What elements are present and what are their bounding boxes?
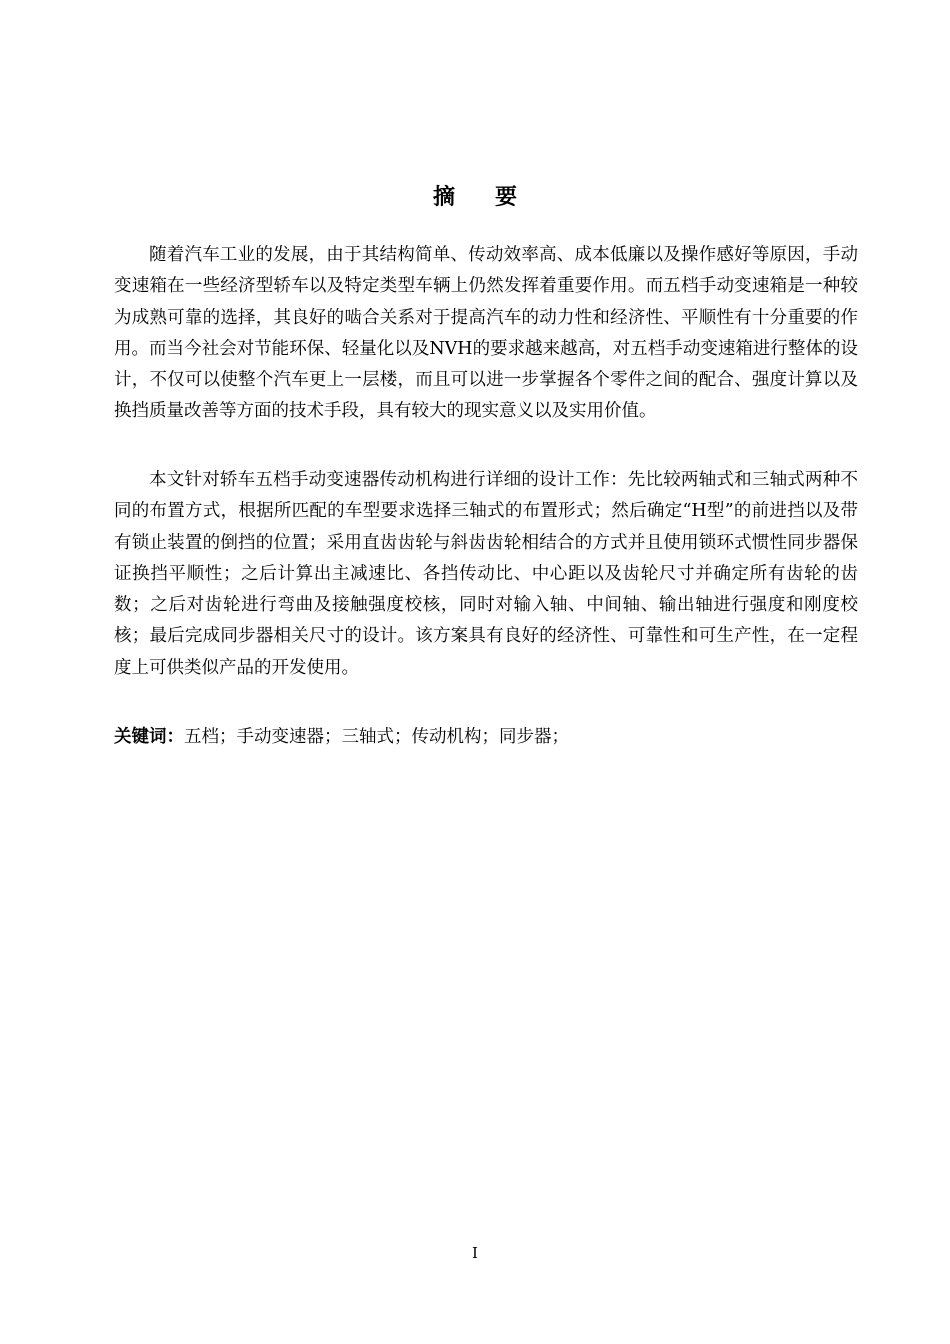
keywords-list: 五档；手动变速器；三轴式；传动机构；同步器；	[184, 727, 569, 747]
page-number: I	[472, 1244, 478, 1262]
paragraph-text: 随着汽车工业的发展，由于其结构简单、传动效率高、成本低廉以及操作感好等原因，手动变速箱在一些经济型轿车以及特定类型车辆上仍然发挥着重要作用。而五档手动变速箱是一种较为成熟可靠的选择，其良好的啮合关系对于提高汽车的动力性和经济性、平顺性有十分重要的作用。而当今社会对节能环保、轻量化以及NVH的要求越来越高，对五档手动变速箱进行整体的设计，不仅可以使整个汽车更上一层楼，而且可以进一步掌握各个零件之间的配合、强度计算以及换挡质量改善等方面的技术手段，具有较大的现实意义以及实用价值。	[114, 245, 858, 422]
abstract-title: 摘要	[432, 185, 557, 210]
abstract-paragraph-1	[114, 240, 858, 428]
keywords-label: 关键词：	[114, 727, 184, 747]
paragraph-text: 本文针对轿车五档手动变速器传动机构进行详细的设计工作：先比较两轴式和三轴式两种不同的布置方式，根据所匹配的车型要求选择三轴式的布置形式；然后确定“H型”的前进挡以及带有锁止装置的倒挡的位置；采用直齿齿轮与斜齿齿轮相结合的方式并且使用锁环式惯性同步器保证换挡平顺性；之后计算出主减速比、各挡传动比、中心距以及齿轮尺寸并确定所有齿轮的齿数；之后对齿轮进行弯曲及接触强度校核，同时对输入轴、中间轴、输出轴进行强度和刚度校核；最后完成同步器相关尺寸的设计。该方案具有良好的经济性、可靠性和可生产性，在一定程度上可供类似产品的开发使用。	[114, 470, 858, 678]
abstract-paragraph-2	[114, 465, 858, 684]
keywords-line	[114, 722, 858, 753]
